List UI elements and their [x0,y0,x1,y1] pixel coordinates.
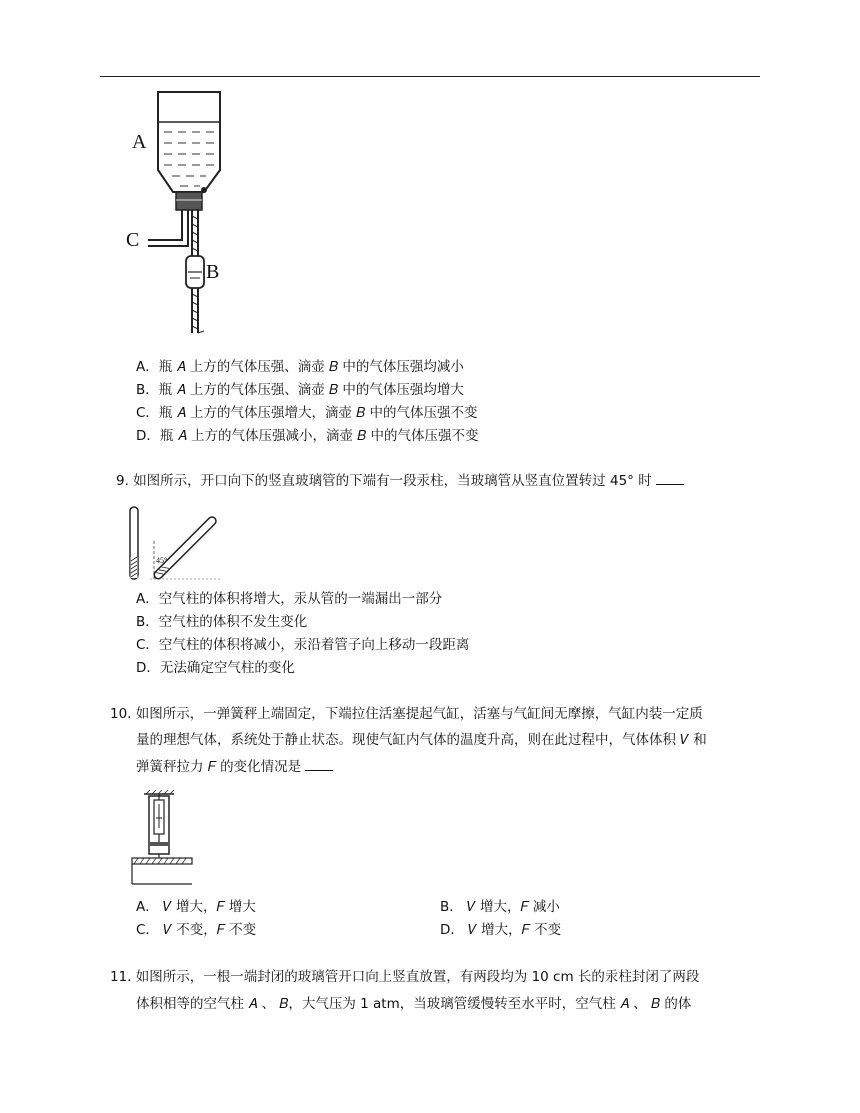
tilted-tube-figure [124,503,224,585]
q10-stem-line1 [110,701,703,728]
q9-stem [116,468,684,495]
q10-option-c: C． 𝑉 不变，𝐹 不变 [136,922,257,938]
q11-stem-line2: 体积相等的空气柱 𝐴 、 𝐵，大气压为 1 atm，当玻璃管缓慢转至水平时，空气柱 𝐴 、 𝐵 的体 [136,996,692,1012]
question-text: 如图所示，一弹簧秤上端固定，下端拉住活塞提起气缸，活塞与气缸间无摩擦，气缸内装一定质 [135,706,703,722]
q9-option-b: B．空气柱的体积不发生变化 [136,614,308,630]
q8-option-c: C．瓶 𝐴 上方的气体压强增大，滴壶 𝐵 中的气体压强不变 [136,405,478,421]
question-text: 如图所示，一根一端封闭的玻璃管开口向上竖直放置，有两段均为 10 cm 长的汞柱封闭了两段 [135,969,700,985]
q10-stem-line3 [136,754,333,781]
q9-option-a: A．空气柱的体积将增大，汞从管的一端漏出一部分 [136,591,443,607]
question-text: 如图所示，开口向下的竖直玻璃管的下端有一段汞柱，当玻璃管从竖直位置转过 45° 时 [133,473,652,489]
q9-option-c: C．空气柱的体积将减小，汞沿着管子向上移动一段距离 [136,637,470,653]
question-number: 9. [116,473,129,489]
drip-bottle-figure [120,88,230,338]
header-rule [100,76,760,77]
q9-option-d: D．无法确定空气柱的变化 [136,660,295,676]
q8-option-d: D．瓶 𝐴 上方的气体压强减小，滴壶 𝐵 中的气体压强不变 [136,428,479,444]
q8-option-a: A．瓶 𝐴 上方的气体压强、滴壶 𝐵 中的气体压强均减小 [136,359,464,375]
label-a: A [132,131,147,153]
answer-blank [656,470,684,485]
q10-option-a: A． 𝑉 增大，𝐹 增大 [136,899,256,915]
question-text: 弹簧秤拉力 𝐹 的变化情况是 [136,759,302,775]
q11-stem-line1 [110,964,699,991]
question-number: 10. [110,706,132,722]
q10-option-d: D． 𝑉 增大，𝐹 不变 [440,922,562,938]
q10-option-b: B． 𝑉 增大，𝐹 减小 [440,899,560,915]
label-c: C [126,229,140,251]
q10-stem-line2: 量的理想气体，系统处于静止状态。现使气缸内气体的温度升高，则在此过程中，气体体积 𝑉 和 [136,732,707,748]
spring-scale-cylinder-figure [130,788,196,888]
label-b: B [206,261,220,283]
answer-blank [305,756,333,771]
question-number: 11. [110,969,132,985]
q8-option-b: B．瓶 𝐴 上方的气体压强、滴壶 𝐵 中的气体压强均增大 [136,382,464,398]
angle-label: 45° [156,556,168,565]
